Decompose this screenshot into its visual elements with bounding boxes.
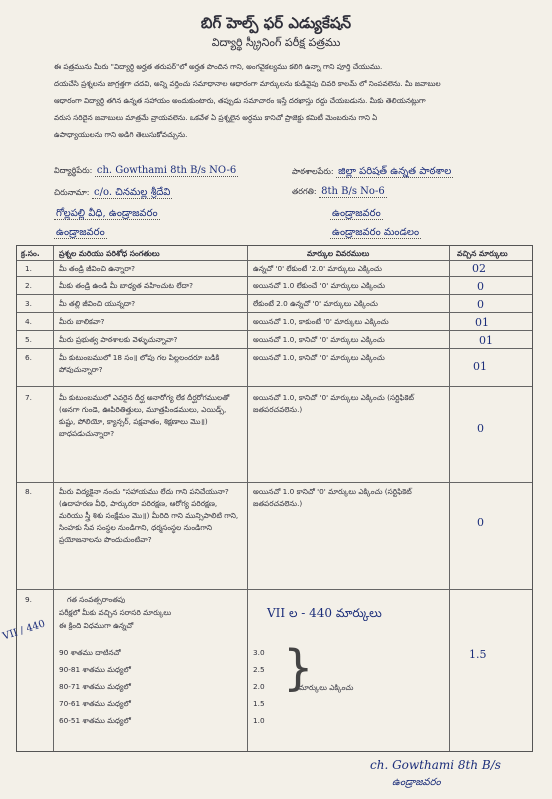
school-name-label: పాఠశాలపేరు	[292, 167, 331, 176]
table-row-mark: 0	[477, 298, 484, 311]
table-row-question: మీరు ప్రభుత్వ పాఠశాలకు వెళ్ళుచున్నావా?	[59, 335, 178, 344]
table-row-mark: 01	[479, 334, 493, 347]
address-value: c/o. చినమల్ల శ్రీదేవి	[94, 187, 171, 198]
form-subtitle: విద్యార్థి స్క్రీనింగ్ పరీక్ష పత్రము	[211, 36, 341, 49]
header-question: ప్రశ్నల మరియు పరిశోధ సంగతులు	[59, 249, 160, 258]
table-row-mark: 01	[473, 360, 487, 373]
header-marks: వచ్చిన మార్కులు	[457, 249, 508, 258]
student-name-value: ch. Gowthami 8th B/s NO-6	[96, 165, 237, 176]
margin-note: VII / 440	[1, 618, 47, 643]
row9-range: 90 శాతము దాటినచో	[59, 648, 121, 657]
table-row-criteria: అయినచో 1.0, కాకుంటే '0' మార్కులు ఎక్కించు	[253, 317, 389, 326]
table-row-question: మీరు విద్యకైనా నంచు "సహాయము లేదు గాని పనిచేయునా? (ఉదాహరణ వీధి, పార్కురరా పరిరక్షణ, ఆరోగ్య పరిరక్షణ, మరియు స్త్రీ శిశు సంక్షేమం మొ॥) మీరిది గాని మున్సిపాలిటి గాని, సింహకు సేవ సంస్థల నుండిగాని, ధర్మసంస్థల నుండిగాని ప్రయోజనాలను పొందుచుంటివా?	[59, 487, 239, 544]
brace-icon: }	[283, 640, 314, 696]
class-value: 8th B/s No-6	[321, 186, 385, 197]
form-title: బిగ్ హెల్ప్ ఫర్ ఎడ్యుకేషన్	[200, 14, 352, 32]
signature-line-2: ఉండ్రాజవరం	[392, 777, 441, 788]
student-name-field: విద్యార్థిపేరు: ch. Gowthami 8th B/s NO-6	[54, 165, 237, 176]
table-row-question: మీ కుటుంబములో 18 సం॥ లోపు గల పిల్లలందరూ బడికి పోవుచున్నారా?	[59, 353, 220, 374]
address-line-2-right-value: ఉండ్రాజవరం	[332, 208, 381, 219]
row9-range: 80-71 శాతము మధ్యలో	[59, 682, 131, 691]
table-row-criteria: అయినచో 1.0, కానిచో '0' మార్కులు ఎక్కించు	[253, 353, 385, 362]
row9-point: 2.5	[253, 665, 265, 674]
table-row-mark: 1.5	[469, 648, 487, 661]
table-row-sno: 8.	[25, 487, 32, 496]
table-row-criteria: అయినచో 1.0, కానిచో '0' మార్కులు ఎక్కించు (సర్టిఫికెట్ జతపరచవలెను.)	[253, 393, 415, 414]
row9-title: గత సంవత్సరాంతపు	[67, 595, 126, 604]
table-row-sno: 6.	[25, 353, 32, 362]
table-row-criteria: లేకుంటే 2.0 ఉన్నచో '0' మార్కులు ఎక్కించు	[253, 299, 378, 308]
table-row-mark: 01	[475, 316, 489, 329]
table-row-mark: 0	[477, 280, 484, 293]
row9-point: 2.0	[253, 682, 265, 691]
school-name-value: జిల్లా పరిషత్ ఉన్నత పాఠశాల	[338, 166, 452, 177]
instruction-line: ఈ పత్రమును మీరు "విద్యార్థి అర్హత తరుపర్"లో అర్హత పొందిన గాని, అంగవైకల్యము కలిగి ఉన్నా గాని పూర్తి చేయుము.	[54, 62, 383, 71]
header-criteria: మార్కుల వివరములు	[307, 249, 370, 258]
class-field: తరగతి: 8th B/s No-6	[292, 186, 385, 197]
row9-sub1: పరీక్షలో మీకు వచ్చిన సరాసరి మార్కులు	[59, 608, 172, 617]
table-row-question: మీ కుటుంబములో ఎవరైన దీర్ఘ అనారోగ్య లేక దీర్ఘరోగములతో (అనగా గుండె, ఊపిరితిత్తులు, మూత్రపిండములు, ఎయిడ్స్, కుష్టు, పోలియో, క్యాన్సర్, పక్షవాతం, శిక్షణాలు మొ॥) బాధపడుచున్నారా?	[59, 393, 230, 438]
address-line-3-right-value: ఉండ్రాజవరం మండలం	[332, 227, 420, 238]
row9-point: 1.5	[253, 699, 265, 708]
header-sno: క్ర.సం.	[21, 249, 40, 258]
row9-criteria: మార్కులు ఎక్కించు	[299, 683, 354, 692]
school-name-field: పాఠశాలపేరు: జిల్లా పరిషత్ ఉన్నత పాఠశాల	[292, 166, 452, 177]
address-line-3-right	[330, 226, 421, 240]
row9-sub2: ఈ క్రింది విధముగా ఉన్నచో	[59, 621, 134, 630]
address-label: చిరునామా	[54, 188, 87, 197]
table-row-mark: 02	[472, 262, 486, 275]
table-row-sno: 9.	[25, 595, 32, 604]
address-line-2-value: గోల్లపల్లి వీధి, ఉండ్రాజవరం	[56, 208, 158, 219]
student-name-label: విద్యార్థిపేరు	[54, 166, 90, 175]
instructions	[54, 58, 522, 143]
table-row-sno: 4.	[25, 317, 32, 326]
table-row-sno: 2.	[25, 281, 32, 290]
instruction-line: దయచేసి ప్రశ్నలను జాగ్రత్తగా చదవి, అన్ని వర్తించు సమాధానాల ఆధారంగా మార్కులను కుడివైపు చివరి కాలమ్ లో నింపవలెను. మీ జవాబుల	[54, 79, 441, 88]
instruction-line: వరుస సరిదైన జవాబులు మాత్రమే వ్రాయవలెను. ఒకవేళ ఏ ప్రశ్నలైన అర్థము కానిచో ప్రాజెక్టు కమిటీ మెంబరును గాని ఏ	[54, 113, 378, 122]
table-row-question: మీ తల్లి జీవించి యున్నదా?	[59, 299, 136, 308]
table-row-sno: 3.	[25, 299, 32, 308]
table-row-criteria: అయినచో 1.0 లేకుంచే '0' మార్కులు ఎక్కించు	[253, 281, 385, 290]
row9-point: 1.0	[253, 716, 265, 725]
table-row-criteria: అయినచో 1.0 కానిచో '0' మార్కులు ఎక్కించు (సర్టిఫికెట్ జతపరచవలెను.)	[253, 487, 412, 508]
class-label: తరగతి	[292, 187, 314, 196]
address-line-2	[54, 207, 160, 221]
table-row-question: మీరు బాలికవా?	[59, 317, 105, 326]
address-field: చిరునామా: c/o. చినమల్ల శ్రీదేవి	[54, 187, 171, 198]
row9-point: 3.0	[253, 648, 265, 657]
row9-handwritten-note: VII ల - 440 మార్కులు	[267, 606, 382, 620]
address-line-3	[54, 226, 107, 240]
table-row-question: మీకు తండ్రి ఉండి మీ బాధ్యత వహించుట లేదా?	[59, 281, 194, 290]
instruction-line: ఆధారంగా విద్యార్థి తగిన ఉన్నత సహాయం అందుకుంటారు, తప్పుడు సమాచారం ఇస్తే దరఖాస్తు రద్దు చేయబడును. మీకు తెలియనట్లుగా	[54, 96, 426, 105]
table-row-sno: 1.	[25, 264, 32, 273]
table-row-sno: 5.	[25, 335, 32, 344]
address-line-2-right	[330, 207, 383, 221]
table-row-mark: 0	[477, 422, 484, 435]
table-row-sno: 7.	[25, 393, 32, 402]
row9-range: 60-51 శాతము మధ్యలో	[59, 716, 131, 725]
table-row-question: మీ తండ్రి జీవించి ఉన్నారా?	[59, 264, 136, 273]
instruction-line: ఉపాధ్యాయులను గాని అడిగి తెలుసుకోవచ్చును.	[54, 130, 188, 139]
row9-range: 90-81 శాతము మధ్యలో	[59, 665, 131, 674]
screening-table	[16, 245, 533, 752]
table-row-criteria: అయినచో 1.0, కానిచో '0' మార్కులు ఎక్కించు	[253, 335, 385, 344]
table-row-criteria: ఉన్నచో '0' లేకుంటే '2.0' మార్కులు ఎక్కించు	[253, 264, 382, 273]
address-line-3-value: ఉండ్రాజవరం	[56, 227, 105, 238]
table-row-mark: 0	[477, 516, 484, 529]
row9-range: 70-61 శాతము మధ్యలో	[59, 699, 131, 708]
signature-line-1: ch. Gowthami 8th B/s	[370, 758, 501, 772]
